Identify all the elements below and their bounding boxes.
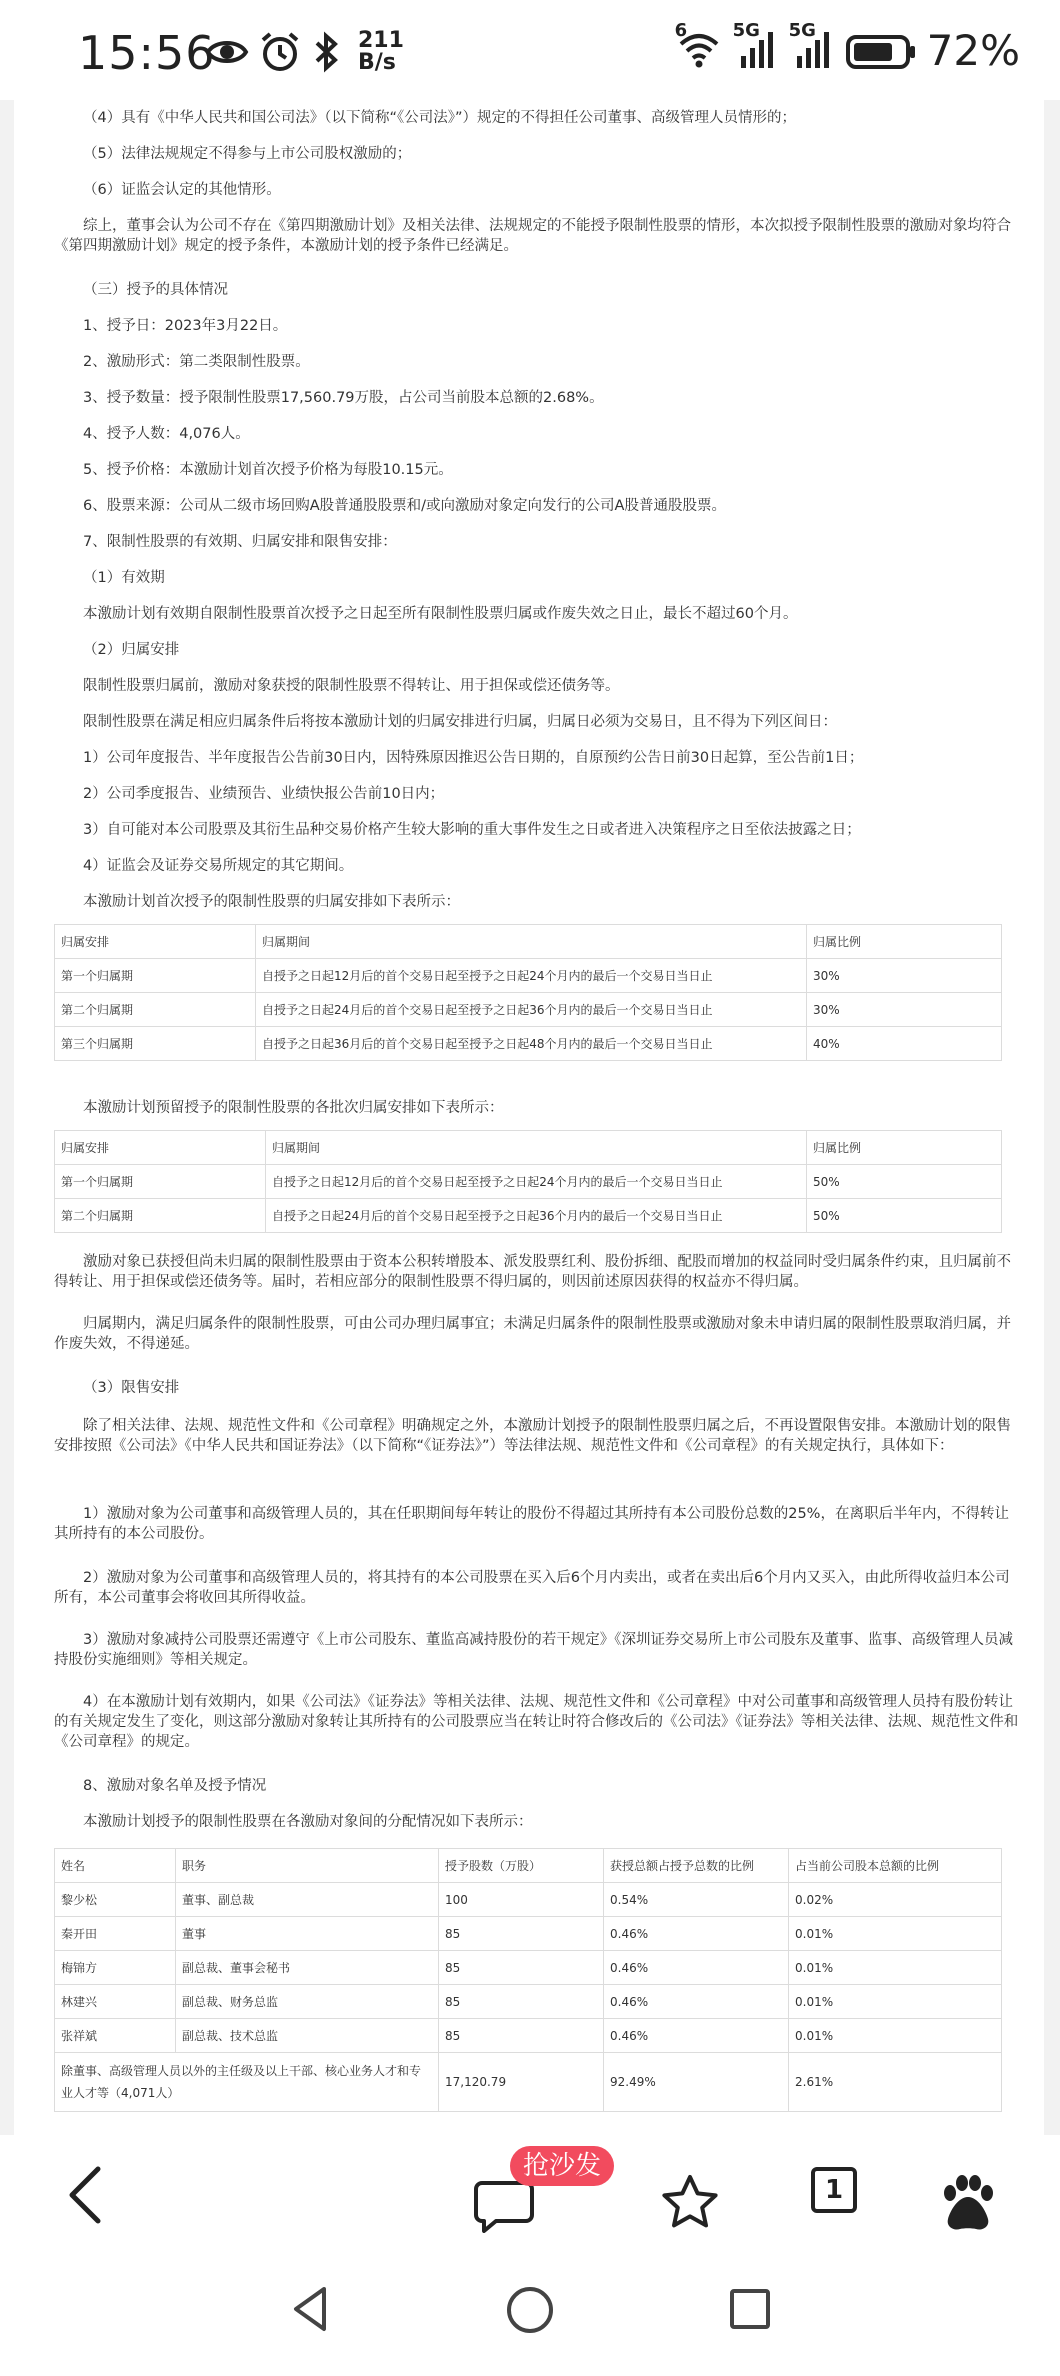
table-row <box>55 959 1002 993</box>
section-heading: （2）归属安排 <box>83 642 180 658</box>
paragraph: 本激励计划预留授予的限制性股票的各批次归属安排如下表所示： <box>83 1100 504 1116</box>
table-header-row <box>55 1849 1002 1883</box>
table-cell: 自授予之日起24月后的首个交易日起至授予之日起36个月内的最后一个交易日当日止 <box>266 1199 807 1233</box>
section-heading: （3）限售安排 <box>83 1380 180 1396</box>
table-cell: 100 <box>439 1883 604 1917</box>
battery-percent: 72% <box>926 26 1020 75</box>
paragraph: 3）自可能对本公司股票及其衍生品种交易价格产生较大影响的重大事件发生之日或者进入决策程序之日至依法披露之日； <box>83 822 861 838</box>
table-cell: 0.46% <box>604 1985 789 2019</box>
comment-icon[interactable] <box>474 2179 534 2233</box>
section-heading: 8、激励对象名单及授予情况 <box>83 1778 267 1794</box>
document-page <box>14 100 1044 2135</box>
table-cell: 0.01% <box>789 1917 1002 1951</box>
table-cell: 85 <box>439 1917 604 1951</box>
sim2-signal <box>788 20 835 75</box>
paragraph: （5）法律法规规定不得参与上市公司股权激励的； <box>83 146 412 162</box>
table-cell: 85 <box>439 1951 604 1985</box>
paragraph: 限制性股票在满足相应归属条件后将按本激励计划的归属安排进行归属，归属日必须为交易日，且不得为下列区间日： <box>83 714 837 730</box>
nav-home-icon[interactable] <box>505 2285 555 2335</box>
bluetooth-icon <box>311 30 341 74</box>
table-cell: 30% <box>807 959 1002 993</box>
network-speed <box>358 30 404 74</box>
table-header-cell: 授予股数（万股） <box>439 1849 604 1883</box>
table-header-cell: 获授总额占授予总数的比例 <box>604 1849 789 1883</box>
table-cell: 0.02% <box>789 1883 1002 1917</box>
tab-count-button[interactable]: 1 <box>811 2167 857 2213</box>
table-row <box>55 993 1002 1027</box>
table-cell: 2.61% <box>789 2053 1002 2112</box>
table-cell: 0.01% <box>789 1985 1002 2019</box>
table-cell: 自授予之日起12月后的首个交易日起至授予之日起24个月内的最后一个交易日当日止 <box>266 1165 807 1199</box>
table-cell: 0.01% <box>789 2019 1002 2053</box>
table-cell: 副总裁、董事会秘书 <box>176 1951 439 1985</box>
paragraph: 除了相关法律、法规、规范性文件和《公司章程》明确规定之外，本激励计划授予的限制性股票归属之后，不再设置限售安排。本激励计划的限售安排按照《公司法》《中华人民共和国证券法》（以下简称“《证券法》”）等法律法规、规范性文件和《公司章程》的有关规定执行，具体如下： <box>54 1418 1011 1454</box>
alarm-icon <box>259 30 301 74</box>
table-cell: 0.46% <box>604 1917 789 1951</box>
table-cell: 黎少松 <box>55 1883 176 1917</box>
paragraph: 7、限制性股票的有效期、归属安排和限售安排： <box>83 534 397 550</box>
table-cell: 董事、副总裁 <box>176 1883 439 1917</box>
system-nav-bar <box>0 2245 1060 2376</box>
status-bar <box>0 0 1060 100</box>
table-header-row <box>55 1131 1002 1165</box>
table-row <box>55 1985 1002 2019</box>
table-header-cell: 姓名 <box>55 1849 176 1883</box>
table-header-cell: 职务 <box>176 1849 439 1883</box>
network-speed-value: 211 <box>358 28 404 53</box>
table-cell: 0.01% <box>789 1951 1002 1985</box>
table-header-cell: 归属期间 <box>256 925 807 959</box>
table-cell: 30% <box>807 993 1002 1027</box>
table-row <box>55 1883 1002 1917</box>
paragraph: 归属期内，满足归属条件的限制性股票，可由公司办理归属事宜；未满足归属条件的限制性股票或激励对象未申请归属的限制性股票取消归属，并作废失效，不得递延。 <box>54 1316 1011 1352</box>
document-viewport[interactable] <box>0 100 1060 2135</box>
paragraph: 综上，董事会认为公司不存在《第四期激励计划》及相关法律、法规规定的不能授予限制性股票的情形，本次拟授予限制性股票的激励对象均符合《第四期激励计划》规定的授予条件，本激励计划的授予条件已经满足。 <box>54 218 1011 254</box>
table-cell: 自授予之日起24月后的首个交易日起至授予之日起36个月内的最后一个交易日当日止 <box>256 993 807 1027</box>
table-cell: 85 <box>439 1985 604 2019</box>
paragraph: 本激励计划授予的限制性股票在各激励对象间的分配情况如下表所示： <box>83 1814 533 1830</box>
table-row <box>55 1027 1002 1061</box>
table-header-cell: 归属比例 <box>807 925 1002 959</box>
paragraph: 限制性股票归属前，激励对象获授的限制性股票不得转让、用于担保或偿还债务等。 <box>83 678 620 694</box>
baidu-paw-icon[interactable] <box>938 2171 998 2233</box>
table-header-cell: 归属期间 <box>266 1131 807 1165</box>
wifi-label: 6 <box>674 20 688 41</box>
table-cell: 秦开田 <box>55 1917 176 1951</box>
network-speed-unit: B/s <box>358 50 396 75</box>
paragraph: 3、授予数量：授予限制性股票17,560.79万股，占公司当前股本总额的2.68%。 <box>83 390 604 406</box>
grant-allocation-table <box>54 1848 1002 2112</box>
table-cell: 自授予之日起36月后的首个交易日起至授予之日起48个月内的最后一个交易日当日止 <box>256 1027 807 1061</box>
status-time: 15:56 <box>78 26 216 80</box>
status-icons-right <box>674 20 1020 75</box>
table-cell: 40% <box>807 1027 1002 1061</box>
table-cell: 0.46% <box>604 1951 789 1985</box>
nav-back-icon[interactable] <box>290 2285 330 2333</box>
table-cell: 0.54% <box>604 1883 789 1917</box>
paragraph: 4）在本激励计划有效期内，如果《公司法》《证券法》等相关法律、法规、规范性文件和《公司章程》中对公司董事和高级管理人员持有股份转让的有关规定发生了变化，则这部分激励对象转让其所持有的公司股票应当在转让时符合修改后的《公司法》《证券法》等相关法律、法规、规范性文件和《公司章程》的规定。 <box>54 1694 1019 1750</box>
table-cell: 85 <box>439 2019 604 2053</box>
table-row <box>55 1951 1002 1985</box>
table-row <box>55 1917 1002 1951</box>
table-row <box>55 1165 1002 1199</box>
table-header-row <box>55 925 1002 959</box>
vesting-schedule-table-initial <box>54 924 1002 1061</box>
star-icon[interactable] <box>660 2173 720 2231</box>
table-cell: 0.46% <box>604 2019 789 2053</box>
nav-recents-icon[interactable] <box>728 2287 772 2331</box>
paragraph: 2）激励对象为公司董事和高级管理人员的，将其持有的本公司股票在买入后6个月内卖出，或者在卖出后6个月内又买入，由此所得收益归本公司所有，本公司董事会将收回其所得收益。 <box>54 1570 1010 1606</box>
table-cell: 副总裁、财务总监 <box>176 1985 439 2019</box>
table-cell: 92.49% <box>604 2053 789 2112</box>
paragraph: 1、授予日：2023年3月22日。 <box>83 318 288 334</box>
table-cell: 50% <box>807 1165 1002 1199</box>
table-cell: 第一个归属期 <box>55 1165 266 1199</box>
comment-badge[interactable]: 抢沙发 <box>510 2146 614 2186</box>
paragraph: 5、授予价格：本激励计划首次授予价格为每股10.15元。 <box>83 462 453 478</box>
paragraph: 6、股票来源：公司从二级市场回购A股普通股股票和/或向激励对象定向发行的公司A股普通股股票。 <box>83 498 726 514</box>
section-heading: （1）有效期 <box>83 570 165 586</box>
table-header-cell: 归属比例 <box>807 1131 1002 1165</box>
table-cell: 张祥斌 <box>55 2019 176 2053</box>
table-header-cell: 归属安排 <box>55 1131 266 1165</box>
table-cell: 17,120.79 <box>439 2053 604 2112</box>
table-header-cell: 归属安排 <box>55 925 256 959</box>
status-icons-left <box>205 30 341 74</box>
table-cell: 林建兴 <box>55 1985 176 2019</box>
paragraph: 2）公司季度报告、业绩预告、业绩快报公告前10日内； <box>83 786 445 802</box>
sim1-label: 5G <box>732 20 760 41</box>
table-row <box>55 2053 1002 2112</box>
paragraph: （4）具有《中华人民共和国公司法》（以下简称“《公司法》”）规定的不得担任公司董事、高级管理人员情形的； <box>83 110 796 126</box>
table-cell: 除董事、高级管理人员以外的主任级及以上干部、核心业务人才和专业人才等（4,071人） <box>55 2053 439 2112</box>
table-header-cell: 占当前公司股本总额的比例 <box>789 1849 1002 1883</box>
table-row <box>55 1199 1002 1233</box>
table-cell: 第二个归属期 <box>55 993 256 1027</box>
table-cell: 50% <box>807 1199 1002 1233</box>
table-cell: 副总裁、技术总监 <box>176 2019 439 2053</box>
table-cell: 第三个归属期 <box>55 1027 256 1061</box>
table-cell: 自授予之日起12月后的首个交易日起至授予之日起24个月内的最后一个交易日当日止 <box>256 959 807 993</box>
paragraph: 激励对象已获授但尚未归属的限制性股票由于资本公积转增股本、派发股票红利、股份拆细、配股而增加的权益同时受归属条件约束，且归属前不得转让、用于担保或偿还债务等。届时，若相应部分的限制性股票不得归属的，则因前述原因获得的权益亦不得归属。 <box>54 1254 1011 1290</box>
table-cell: 董事 <box>176 1917 439 1951</box>
table-cell: 第二个归属期 <box>55 1199 266 1233</box>
sim2-label: 5G <box>788 20 816 41</box>
eye-icon <box>205 30 249 74</box>
sim1-signal <box>732 20 779 75</box>
wifi-indicator <box>674 20 723 75</box>
battery-icon <box>845 29 917 73</box>
paragraph: 2、激励形式：第二类限制性股票。 <box>83 354 310 370</box>
paragraph: （6）证监会认定的其他情形。 <box>83 182 281 198</box>
paragraph: 4、授予人数：4,076人。 <box>83 426 250 442</box>
table-row <box>55 2019 1002 2053</box>
back-arrow-icon[interactable] <box>64 2165 108 2225</box>
paragraph: 本激励计划有效期自限制性股票首次授予之日起至所有限制性股票归属或作废失效之日止，最长不超过60个月。 <box>83 606 798 622</box>
table-cell: 第一个归属期 <box>55 959 256 993</box>
vesting-schedule-table-reserved <box>54 1130 1002 1233</box>
paragraph: 1）公司年度报告、半年度报告公告前30日内，因特殊原因推迟公告日期的，自原预约公告日前30日起算，至公告前1日； <box>83 750 864 766</box>
table-cell: 梅锦方 <box>55 1951 176 1985</box>
paragraph: 本激励计划首次授予的限制性股票的归属安排如下表所示： <box>83 894 460 910</box>
paragraph: 1）激励对象为公司董事和高级管理人员的，其在任职期间每年转让的股份不得超过其所持有本公司股份总数的25%，在离职后半年内，不得转让其所持有的本公司股份。 <box>54 1506 1009 1542</box>
section-heading: （三）授予的具体情况 <box>83 282 228 298</box>
paragraph: 4）证监会及证券交易所规定的其它期间。 <box>83 858 354 874</box>
paragraph: 3）激励对象减持公司股票还需遵守《上市公司股东、董监高减持股份的若干规定》《深圳证券交易所上市公司股东及董事、监事、高级管理人员减持股份实施细则》等相关规定。 <box>54 1632 1013 1668</box>
